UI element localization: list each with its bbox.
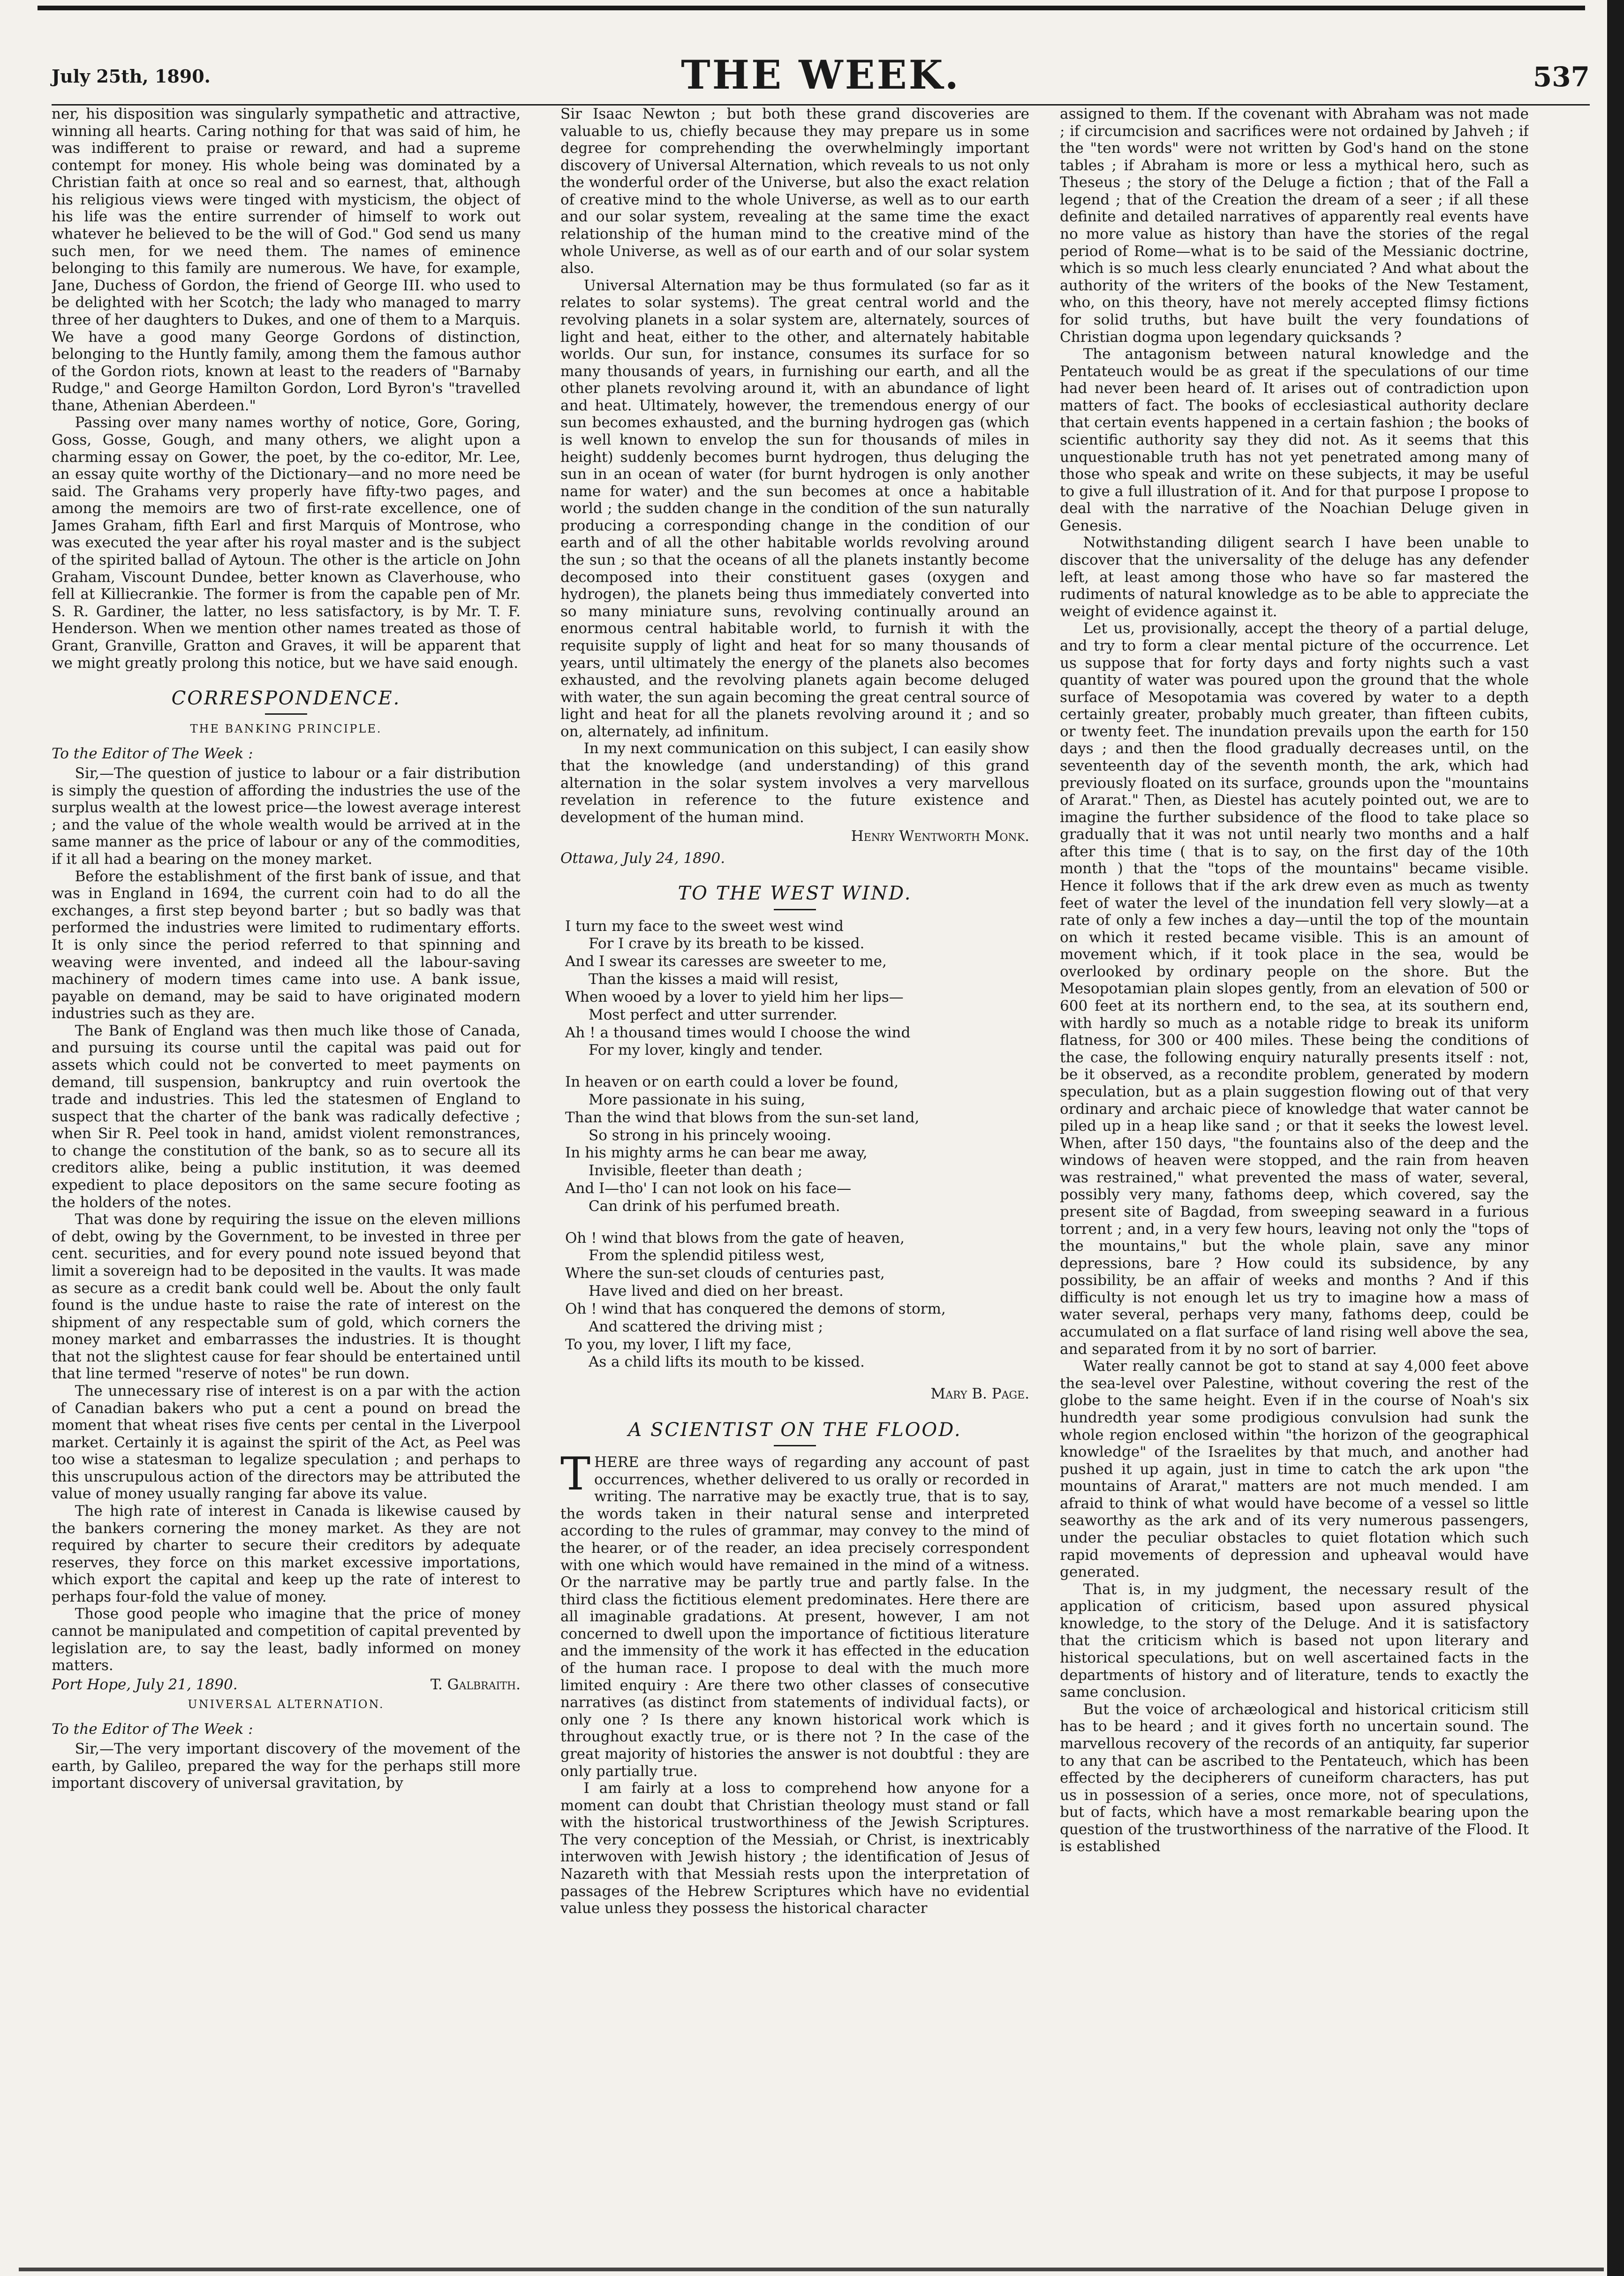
- article-paragraph: That is, in my judgment, the necessary result of the application of criticism, based upon assured physical knowledge, to the story of the Deluge. And it is satisfactory that the criticism which is based not upon literary and historical speculations, but on well ascertained facts in the departments of history and of literature, tends to exactly the same conclusion.: [1060, 1580, 1529, 1701]
- letter-signoff: [52, 1676, 521, 1694]
- poem-line: For my lover, kingly and tender.: [589, 1042, 823, 1059]
- article-title: A SCIENTIST ON THE FLOOD.: [628, 1419, 962, 1441]
- article-paragraph: The antagonism between natural knowledge and the Pentateuch would be as great if the speculations of our time had never been heard of. It arises out of contradiction upon matters of fact. The books of ecclesiastical authority declare that certain events happened in a certain fashion ; the books of scientific authority say they did not. As it seems that this unquestionable truth has not yet penetrated among many of those who speak and write on these subjects, it may be useful to give a full illustration of it. And for that purpose I propose to deal with the narrative of the Noachian Deluge given in Genesis.: [1060, 346, 1529, 534]
- letter-salutation: To the Editor of The Week :: [52, 745, 253, 762]
- article-paragraph: Passing over many names worthy of notice, Gore, Goring, Goss, Gosse, Gough, and many others, we alight upon a charming essay on Gower, the poet, by the co-editor, Mr. Lee, an essay quite worthy of the Dictionary—and no more need be said. The Grahams very properly have fifty-two pages, and among the memoirs are two of first-rate excellence, one of James Graham, fifth Earl and first Marquis of Montrose, who was executed the year after his royal master and is the subject of the spirited ballad of Aytoun. The other is the article on John Graham, Viscount Dundee, better known as Claverhouse, who fell at Killiecrankie. The former is from the capable pen of Mr. S. R. Gardiner, the latter, no less satisfactory, is by Mr. T. F. Henderson. When we mention other names treated as those of Grant, Granville, Gratton and Graves, it will be apparent that we might greatly prolong this notice, but we have said enough.: [52, 414, 521, 672]
- poem-line: Have lived and died on her breast.: [589, 1283, 844, 1300]
- poem-line: So strong in his princely wooing.: [589, 1127, 831, 1144]
- letter-place-date: Ottawa, July 24, 1890.: [560, 849, 725, 867]
- poem-line: Ah ! a thousand times would I choose the wind: [565, 1024, 911, 1041]
- top-border: [38, 6, 1585, 10]
- letter-subheading: THE BANKING PRINCIPLE.: [190, 722, 382, 736]
- drop-cap: T: [560, 1448, 591, 1501]
- article-paragraph: I am fairly at a loss to comprehend how anyone for a moment can doubt that Christian theology must stand or fall with the historical trustworthiness of the Jewish Scriptures. The very conception of the Messiah, or Christ, is inextricably interwoven with Jewish history ; the identification of Jesus of Nazareth with that Messiah rests upon the interpretation of passages of the Hebrew Scriptures which have no evidential value unless they possess the historical character: [560, 1780, 1029, 1917]
- poem-line: When wooed by a lover to yield him her lips—: [565, 988, 904, 1006]
- column-2: [560, 106, 1029, 2235]
- poem-line: For I crave by its breath to be kissed.: [589, 935, 865, 953]
- poem-line: More passionate in his suing,: [589, 1091, 806, 1108]
- heading-rule: [774, 1445, 816, 1446]
- right-border: [1607, 0, 1624, 2276]
- article-paragraph: assigned to them. If the covenant with Abraham was not made ; if circumcision and sacrifices were not ordained by Jahveh ; if the "ten words" were not written by God's hand on the stone tables ; if Abraham is more or less a mythical hero, such as Theseus ; the story of the Deluge a fiction ; that of the Fall a legend ; that of the Creation the dream of a seer ; if all these definite and detailed narratives of apparently real events have no more value as history than have the stories of the regal period of Rome—what is to be said of the Messianic doctrine, which is so much less clearly enunciated ? And what about the authority of the writers of the books of the New Testament, who, on this theory, have not merely accepted flimsy fictions for solid truths, but have built the very foundations of Christian dogma upon legendary quicksands ?: [1060, 106, 1529, 346]
- poem-line: And scattered the driving mist ;: [589, 1318, 823, 1335]
- page-header: [52, 52, 1590, 103]
- letter-signature: Henry Wentworth Monk.: [851, 828, 1029, 845]
- article-paragraph: Water really cannot be got to stand at say 4,000 feet above the sea-level over Palestine, without covering the rest of the globe to the same height. Even if in the course of Noah's six hundredth year some prodigious convulsion had sunk the whole region enclosed within "the horizon of the geographical knowledge" of the Israelites by that much, and another had pushed it up again, just in time to catch the ark upon "the mountains of Ararat," matters are not much mended. I am afraid to think of what would have become of a vessel so little seaworthy as the ark and of its very numerous passengers, under the peculiar obstacles to quiet flotation which such rapid movements of depression and upheaval would have generated.: [1060, 1358, 1529, 1581]
- letter-paragraph: That was done by requiring the issue on the eleven millions of debt, owing by the Government, to be invested in three per cent. securities, and for every pound note issued beyond that limit a sovereign had to be deposited in the vaults. It was made as secure as a credit bank could well be. About the only fault found is the undue haste to raise the rate of interest on the shipment of any respectable sum of gold, which corners the money market and embarrasses the industries. It is thought that not the slightest cause for fear should be entertained until that line termed "reserve of notes" be run down.: [52, 1211, 521, 1383]
- article-paragraph: [560, 1448, 1029, 1780]
- letter-paragraph: Sir,—The question of justice to labour or a fair distribution is simply the question of affording the industries the use of the surplus wealth at the lowest price—the lowest average interest ; and the value of the whole wealth would be arrived at in the same manner as the price of labour or any of the commodities, if it all had a bearing on the money market.: [52, 765, 521, 868]
- bottom-border: [19, 2268, 1604, 2271]
- letter-paragraph: Sir,—The very important discovery of the movement of the earth, by Galileo, prepared the way for the perhaps still more important discovery of universal gravitation, by: [52, 1740, 521, 1792]
- article-paragraph: But the voice of archæological and historical criticism still has to be heard ; and it gives forth no uncertain sound. The marvellous recovery of the records of an antiquity, far superior to any that can be ascribed to the Pentateuch, which has been effected by the decipherers of cuneiform characters, has put us in possession of a series, once more, not of speculations, but of facts, which have a most remarkable bearing upon the question of the trustworthiness of the narrative of the Flood. It is established: [1060, 1701, 1529, 1855]
- letter-subheading: UNIVERSAL ALTERNATION.: [188, 1698, 385, 1711]
- poem-title: TO THE WEST WIND.: [678, 883, 912, 905]
- heading-rule: [774, 909, 816, 910]
- poem-line: I turn my face to the sweet west wind: [565, 917, 844, 935]
- letter-paragraph: Sir Isaac Newton ; but both these grand discoveries are valuable to us, chiefly because they may prepare us in some degree for comprehending the overwhelmingly important discovery of Universal Alternation, which reveals to us not only the wonderful order of the Universe, but also the exact relation of creative mind to the whole Universe, as well as to our earth and our solar system, revealing at the same time the exact relationship of the human mind to the creative mind of the whole Universe, as well as of our earth and of our solar system also.: [560, 106, 1029, 277]
- poem-line: Oh ! wind that blows from the gate of heaven,: [565, 1229, 905, 1247]
- poem-line: Most perfect and utter surrender.: [589, 1006, 838, 1023]
- page-number: 537: [1533, 61, 1590, 93]
- letter-signature: T. Galbraith.: [430, 1676, 521, 1693]
- poem-line: Oh ! wind that has conquered the demons of storm,: [565, 1300, 946, 1317]
- poem-stanza: [560, 1074, 1029, 1216]
- poem-line: Can drink of his perfumed breath.: [589, 1197, 840, 1215]
- poem-line: And I—tho' I can not look on his face—: [565, 1180, 852, 1197]
- article-first-text: HERE are three ways of regarding any account of past occurrences, whether delivered to us orally or recorded in writing. The narrative may be exactly true, that is to say, the words taken in their natural sense and interpreted according to the rules of grammar, may convey to the mind of the hearer, or of the reader, an idea precisely correspondent with one which would have remained in the mind of a witness. Or the narrative may be partly true and partly false. In the third class the fictitious element predominates. Here there are all imaginable gradations. At present, however, I am not concerned to dwell upon the importance of fictitious literature and the immensity of the work it has effected in the education of the human race. I propose to deal with the much more limited enquiry : Are there two other classes of consecutive narratives (as distinct from statements of individual facts), or only one ? Is there any known historical work which is throughout exactly true, or is there not ? In the case of the great majority of histories the answer is not doubtful : they are only partially true.: [560, 1454, 1029, 1780]
- poem-line: And I swear its caresses are sweeter to me,: [565, 953, 887, 970]
- letter-paragraph: The unnecessary rise of interest is on a par with the action of Canadian bakers who put a cent a pound on bread the moment that wheat rises five cents per cental in the Liverpool market. Certainly it is against the spirit of the Act, as Peel was too wise a statesman to legalize speculation ; and perhaps to this unscrupulous action of the directors may be attributed the value of money usually ranging far above its value.: [52, 1382, 521, 1503]
- letter-paragraph: Universal Alternation may be thus formulated (so far as it relates to solar systems). The great central world and the revolving planets in a solar system are, alternately, sources of light and heat, either to the other, and alternately habitable worlds. Our sun, for instance, consumes its surface for so many thousands of years, in furnishing our earth, and all the other planets revolving around it, with an abundance of light and heat. Ultimately, however, the tremendous energy of our sun becomes exhausted, and the burning hydrogen gas (which is well known to envelop the sun for thousands of miles in height) suddenly becomes burnt hydrogen, thus deluging the sun in an ocean of water (for burnt hydrogen is only another name for water) and the sun becomes at once a habitable world ; the sudden change in the condition of the sun naturally producing a corresponding change in the condition of our earth and of all the other habitable worlds revolving around the sun ; so that the oceans of all the planets instantly become decomposed into their constituent gases (oxygen and hydrogen), the planets being thus immediately converted into so many miniature suns, revolving continually around an enormous central habitable world, to furnish it with the requisite supply of light and heat for so many thousands of years, until ultimately the energy of the planets also becomes exhausted, and the revolving planets again become deluged with water, the sun again becoming the great central source of light and heat for all the planets revolving around it ; and so on, alternately, ad infinitum.: [560, 277, 1029, 740]
- letter-paragraph: The high rate of interest in Canada is likewise caused by the bankers cornering the money market. As they are not required by charter to secure their creditors by adequate reserves, they force on this market excessive importations, which export the capital and keep up the rate of interest to perhaps four-fold the value of money.: [52, 1503, 521, 1605]
- poem-stanza: [560, 1230, 1029, 1372]
- poem-line: As a child lifts its mouth to be kissed.: [589, 1354, 865, 1371]
- article-paragraph: Let us, provisionally, accept the theory of a partial deluge, and try to form a clear mental picture of the occurrence. Let us suppose that for forty days and forty nights such a vast quantity of water was poured upon the ground that the whole surface of Mesopotamia was covered by water to a depth certainly greater, probably much greater, than fifteen cubits, or twenty feet. The inundation prevails upon the earth for 150 days ; and then the flood gradually decreases until, on the seventeenth day of the seventh month, the ark, which had previously floated on its surface, grounds upon the "mountains of Ararat." Then, as Diestel has acutely pointed out, we are to imagine the further subsidence of the flood to take place so gradually that it was not until nearly two months and a half after this time ( that is to say, on the first day of the 10th month ) that the "tops of the mountains" became visible. Hence it follows that if the ark drew even as much as twenty feet of water the level of the inundation fell very slowly—at a rate of only a few inches a day—until the top of the mountain on which it rested became visible. This is an amount of movement which, if it took place in the sea, would be overlooked by ordinary people on the shore. But the Mesopotamian plain slopes gently, from an elevation of 500 or 600 feet at its northern end, to the sea, at its southern end, with hardly so much as a notable ridge to break its uniform flatness, for 300 or 400 miles. These being the conditions of the case, the following enquiry naturally presents itself : not, be it observed, as a recondite problem, generated by modern speculation, but as a plain suggestion flowing out of that very ordinary and archaic piece of knowledge that water cannot be piled up in a heap like sand ; or that it seeks the lowest level. When, after 150 days, "the fountains also of the deep and the windows of heaven were stopped, and the rain from heaven was restrained," what prevented the mass of water, several, possibly very many, fathoms deep, which covered, say the present site of Bagdad, from sweeping seaward in a furious torrent ; and, in a very few hours, leaving not only the "tops of the mountains," but the whole plain, save any minor depressions, bare ? How could its subsidence, by any possibility, be an affair of weeks and months ? And if this difficulty is not enough let us try to imagine how a mass of water several, perhaps very many, fathoms deep, could be accumulated on a flat surface of land rising well above the sea, and separated from it by no sort of barrier.: [1060, 620, 1529, 1358]
- poem-line: Invisible, fleeter than death ;: [589, 1162, 803, 1180]
- masthead-title: THE WEEK.: [681, 52, 960, 98]
- letter-paragraph: In my next communication on this subject, I can easily show that the knowledge (and understanding) of this grand alternation in the solar system involves a very marvellous revelation in reference to the future existence and development of the human mind.: [560, 740, 1029, 826]
- letter-paragraph: Those good people who imagine that the price of money cannot be manipulated and competition of capital prevented by legislation are, to say the least, badly informed on money matters.: [52, 1605, 521, 1674]
- issue-date: July 25th, 1890.: [52, 66, 211, 87]
- poem: [560, 918, 1029, 1403]
- poem-line: In his mighty arms he can bear me away,: [565, 1144, 868, 1162]
- letter-paragraph: The Bank of England was then much like those of Canada, and pursuing its course until the capital was paid out for assets which could not be converted to meet payments on demand, till suspension, bankruptcy and ruin overtook the trade and industries. This led the statesmen of England to suspect that the charter of the bank was radically defective ; when Sir R. Peel took in hand, amidst violent remonstrances, to change the constitution of the bank, so as to secure all its creditors alike, being a public institution, it was deemed expedient to place depositors on the same secure footing as the holders of the notes.: [52, 1022, 521, 1211]
- column-3: [1060, 106, 1529, 2235]
- poem-line: Where the sun-set clouds of centuries past,: [565, 1265, 885, 1282]
- correspondence-heading: CORRESPONDENCE.: [171, 688, 401, 710]
- poem-stanza: [560, 918, 1029, 1060]
- poem-line: In heaven or on earth could a lover be found,: [565, 1074, 899, 1091]
- poem-line: Than the kisses a maid will resist,: [589, 971, 839, 988]
- poem-line: To you, my lover, I lift my face,: [565, 1336, 792, 1353]
- letter-salutation: To the Editor of The Week :: [52, 1720, 253, 1738]
- letter-paragraph: Before the establishment of the first bank of issue, and that was in England in 1694, the current coin had to do all the exchanges, a first step beyond barter ; but so badly was that performed the industries were limited to rudimentary efforts. It is only since the period referred to that spinning and weaving were invented, and indeed all the labour-saving machinery of modern times came into use. A bank issue, payable on demand, may be said to have originated modern industries such as they are.: [52, 868, 521, 1022]
- letter-place-date: Port Hope, July 21, 1890.: [52, 1676, 238, 1693]
- poem-line: Than the wind that blows from the sun-set land,: [565, 1109, 920, 1126]
- poem-author: Mary B. Page.: [930, 1385, 1029, 1403]
- poem-line: From the splendid pitiless west,: [589, 1247, 825, 1264]
- article-paragraph: Notwithstanding diligent search I have been unable to discover that the universality of the deluge has any defender left, at least among those who have so far mastered the rudiments of natural knowledge as to be able to appreciate the weight of evidence against it.: [1060, 534, 1529, 620]
- article-paragraph: ner, his disposition was singularly sympathetic and attractive, winning all hearts. Caring nothing for that was said of him, he was indifferent to praise or reward, and had a supreme contempt for money. His whole being was dominated by a Christian faith at once so real and so earnest, that, although his religious views were tinged with mysticism, the object of his life was the entire surrender of himself to work out whatever he believed to be the will of God." God send us many such men, for we need them. The names of eminence belonging to this family are numerous. We have, for example, Jane, Duchess of Gordon, the friend of George III. who used to be delighted with her Scotch; the lady who managed to marry three of her daughters to Dukes, and one of them to a Marquis. We have a good many George Gordons of distinction, belonging to the Huntly family, among them the famous author of the Gordon riots, known at least to the readers of "Barnaby Rudge," and George Hamilton Gordon, Lord Byron's "travelled thane, Athenian Aberdeen.": [52, 106, 521, 414]
- heading-rule: [265, 713, 307, 715]
- column-1: [52, 106, 521, 2235]
